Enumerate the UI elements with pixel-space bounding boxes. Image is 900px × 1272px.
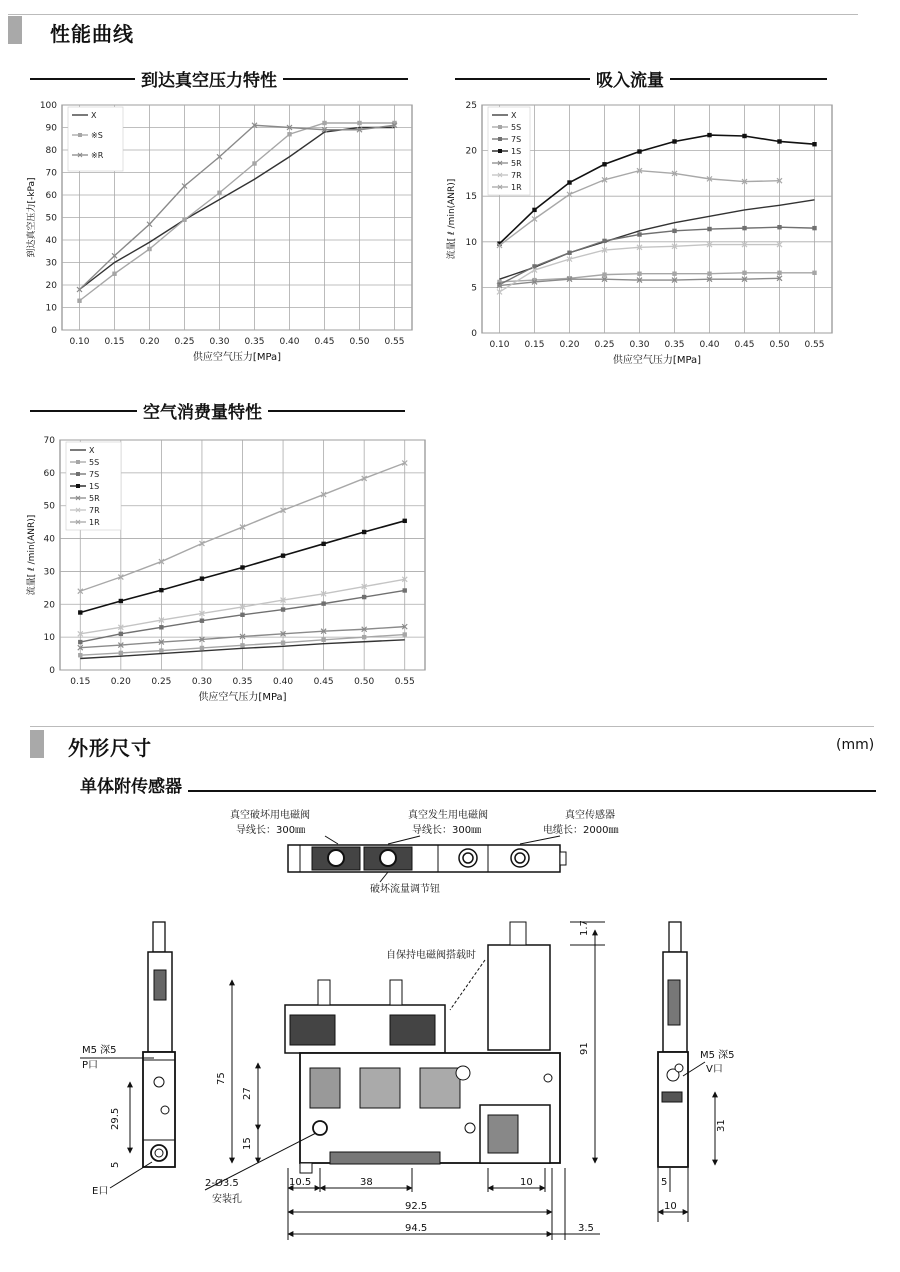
data-point-1S: [200, 576, 204, 580]
x-tick-label: 0.30: [209, 337, 230, 347]
data-point-1S: [281, 553, 285, 557]
data-point-7S: [777, 225, 781, 229]
data-point-1S: [321, 542, 325, 546]
data-point-5S: [742, 271, 746, 275]
left-dim-5: 5: [110, 1161, 121, 1168]
data-point-※S: [182, 218, 186, 222]
data-point-5S: [119, 651, 123, 655]
x-tick-label: 0.50: [349, 337, 370, 347]
data-point-1S: [119, 599, 123, 603]
left-port-p: P口: [82, 1060, 99, 1071]
data-point-1S: [777, 139, 781, 143]
data-point-5S: [362, 635, 366, 639]
right-port-m5: M5 深5: [700, 1050, 735, 1061]
data-point-7S: [78, 640, 82, 644]
x-tick-label: 0.25: [174, 337, 195, 347]
y-tick-label: 70: [43, 436, 55, 446]
right-dim-10: 10: [664, 1201, 677, 1212]
data-point-5S: [403, 632, 407, 636]
y-tick-label: 90: [45, 123, 57, 134]
data-point-5S: [602, 272, 606, 276]
data-point-7S: [240, 613, 244, 617]
legend-label-5S: 5S: [511, 123, 522, 132]
y-tick-label: 10: [45, 303, 57, 314]
data-point-7S: [567, 251, 571, 255]
y-tick-label: 80: [45, 146, 57, 156]
data-point-5S: [707, 272, 711, 276]
data-point-※S: [357, 121, 361, 125]
data-point-7S: [707, 227, 711, 231]
x-tick-label: 0.30: [191, 677, 212, 687]
right-dim-5: 5: [661, 1177, 668, 1188]
hole-label: 安装孔: [212, 1194, 242, 1205]
data-point-1S: [812, 142, 816, 146]
chart-title-suction: 吸入流量: [590, 66, 670, 91]
left-port-e: E口: [92, 1186, 109, 1197]
data-point-5S: [321, 638, 325, 642]
right-dim-31: 31: [716, 1119, 727, 1132]
x-tick-label: 0.10: [489, 340, 510, 350]
subtitle-unit-with-sensor: 单体附传感器: [76, 772, 188, 797]
legend-label-5S: 5S: [89, 458, 100, 467]
y-tick-label: 20: [465, 146, 477, 157]
y-tick-label: 10: [465, 237, 477, 248]
x-tick-label: 0.45: [734, 340, 755, 350]
chart-vacuum: [20, 95, 420, 370]
legend-label-7S: 7S: [89, 470, 100, 479]
front-dim-27: 27: [242, 1087, 253, 1100]
x-tick-label: 0.15: [524, 340, 545, 350]
section-title-dimensions: 外形尺寸: [68, 736, 152, 760]
legend-label-7R: 7R: [89, 506, 100, 515]
data-point-5S: [812, 271, 816, 275]
front-dim-91: 91: [579, 1042, 590, 1055]
left-port-m5: M5 深5: [82, 1045, 117, 1056]
label-gen-valve: 真空发生用电磁阀: [408, 810, 488, 821]
y-tick-label: 30: [45, 258, 57, 269]
x-tick-label: 0.40: [273, 677, 294, 687]
x-tick-label: 0.50: [769, 340, 790, 350]
data-point-5S: [637, 272, 641, 276]
y-tick-label: 15: [465, 192, 477, 203]
data-point-5S: [672, 272, 676, 276]
x-tick-label: 0.15: [104, 337, 125, 347]
data-point-1S: [637, 149, 641, 153]
data-point-1S: [602, 162, 606, 166]
data-point-1S: [742, 134, 746, 138]
data-point-1S: [159, 588, 163, 592]
data-point-1S: [707, 133, 711, 137]
section-divider: [8, 14, 858, 15]
y-tick-label: 50: [43, 501, 55, 512]
y-tick-label: 0: [471, 329, 477, 339]
label-break-wire: 导线长：300㎜: [236, 825, 306, 836]
data-point-7S: [281, 607, 285, 611]
y-tick-label: 0: [49, 666, 55, 676]
y-tick-label: 100: [39, 101, 57, 111]
legend-label-1R: 1R: [89, 518, 100, 527]
chart-air: [20, 430, 440, 710]
data-point-※S: [77, 299, 81, 303]
dim-94-5: 94.5: [405, 1223, 428, 1234]
x-axis-label: 供应空气压力[MPa]: [192, 352, 282, 363]
x-tick-label: 0.30: [629, 340, 650, 350]
data-point-1S: [672, 139, 676, 143]
data-point-5S: [159, 648, 163, 652]
legend-label-※R: ※R: [91, 151, 104, 160]
dim-10: 10: [520, 1177, 533, 1188]
data-point-7S: [119, 632, 123, 636]
section-divider: [30, 726, 874, 727]
x-tick-label: 0.35: [664, 340, 685, 350]
data-point-5S: [200, 646, 204, 650]
data-point-5S: [78, 653, 82, 657]
legend-marker: [498, 125, 502, 129]
y-axis-label: 到达真空压力[-kPa]: [27, 177, 37, 258]
section-marker: [30, 730, 44, 758]
hole-spec: 2-Ø3.5: [205, 1178, 239, 1189]
x-tick-label: 0.40: [279, 337, 300, 347]
label-self-hold: 自保持电磁阀搭载时: [386, 950, 476, 961]
label-break-knob: 破坏流量调节钮: [370, 884, 440, 895]
x-tick-label: 0.25: [151, 677, 172, 687]
data-point-5S: [777, 271, 781, 275]
legend-marker: [76, 460, 80, 464]
title-rule: [80, 790, 876, 792]
legend-label-※S: ※S: [91, 131, 103, 140]
data-point-5S: [281, 641, 285, 645]
unit-label: (mm): [836, 737, 875, 753]
left-side-view: [143, 922, 175, 1167]
dim-3-5: 3.5: [578, 1223, 594, 1234]
y-tick-label: 60: [43, 468, 55, 479]
y-axis-label: 流量[ ℓ /min(ANR)]: [447, 178, 457, 260]
legend-label-1S: 1S: [511, 147, 522, 156]
data-point-5S: [240, 643, 244, 647]
y-tick-label: 50: [45, 213, 57, 224]
dimension-drawing: [0, 800, 900, 1272]
data-point-7S: [672, 229, 676, 233]
data-point-7S: [159, 625, 163, 629]
front-dim-75: 75: [216, 1072, 227, 1085]
data-point-7S: [321, 601, 325, 605]
x-tick-label: 0.40: [699, 340, 720, 350]
data-point-7S: [742, 226, 746, 230]
top-view: [288, 836, 566, 882]
data-point-7S: [602, 239, 606, 243]
data-point-7S: [200, 619, 204, 623]
front-dim-15: 15: [242, 1137, 253, 1150]
legend-label-1R: 1R: [511, 183, 522, 192]
legend-marker: [498, 137, 502, 141]
x-tick-label: 0.50: [354, 677, 375, 687]
legend-label-7S: 7S: [511, 135, 522, 144]
label-sensor: 真空传感器: [565, 810, 615, 821]
front-dim-1-7: 1.7: [579, 920, 590, 936]
x-tick-label: 0.10: [69, 337, 90, 347]
y-tick-label: 60: [45, 191, 57, 201]
data-point-1S: [403, 519, 407, 523]
legend-label-1S: 1S: [89, 482, 100, 491]
data-point-※S: [252, 161, 256, 165]
y-tick-label: 40: [43, 534, 55, 545]
data-point-7S: [637, 232, 641, 236]
data-point-※S: [322, 121, 326, 125]
label-break-valve: 真空破坏用电磁阀: [230, 810, 310, 821]
x-tick-label: 0.55: [384, 337, 405, 347]
legend-marker: [78, 133, 82, 137]
data-point-7S: [362, 595, 366, 599]
y-tick-label: 30: [43, 567, 55, 578]
chart-suction: [440, 95, 840, 370]
y-tick-label: 0: [51, 326, 57, 336]
right-side-view: [658, 922, 688, 1167]
legend-marker: [76, 484, 80, 488]
x-tick-label: 0.20: [110, 677, 131, 687]
data-point-※S: [217, 191, 221, 195]
x-tick-label: 0.45: [314, 337, 335, 347]
right-port-v: V口: [706, 1064, 723, 1075]
legend-marker: [76, 472, 80, 476]
legend-marker: [498, 149, 502, 153]
x-tick-label: 0.20: [559, 340, 580, 350]
y-tick-label: 10: [43, 633, 55, 644]
label-sensor-cable: 电缆长：2000㎜: [543, 825, 619, 836]
data-point-1S: [362, 530, 366, 534]
y-tick-label: 25: [465, 101, 477, 111]
x-tick-label: 0.45: [313, 677, 334, 687]
x-axis-label: 供应空气压力[MPa]: [198, 692, 287, 703]
y-tick-label: 20: [43, 600, 55, 611]
y-tick-label: 5: [471, 283, 477, 294]
y-tick-label: 40: [45, 236, 57, 246]
x-tick-label: 0.55: [804, 340, 825, 350]
legend-label-5R: 5R: [89, 494, 100, 503]
data-point-※S: [287, 132, 291, 136]
y-tick-label: 70: [45, 168, 57, 179]
y-axis-label: 流量[ ℓ /min(ANR)]: [27, 514, 37, 596]
data-point-7S: [403, 588, 407, 592]
data-point-1S: [78, 610, 82, 614]
x-tick-label: 0.55: [394, 677, 415, 687]
x-axis-label: 供应空气压力[MPa]: [612, 355, 702, 366]
data-point-※S: [147, 247, 151, 251]
legend-label-5R: 5R: [511, 159, 522, 168]
section-marker: [8, 16, 22, 44]
x-tick-label: 0.20: [139, 337, 160, 347]
dim-38: 38: [360, 1177, 373, 1188]
legend-label-X: X: [511, 111, 517, 120]
data-point-1S: [532, 208, 536, 212]
data-point-1S: [240, 565, 244, 569]
data-point-7S: [812, 226, 816, 230]
dim-10-5: 10.5: [289, 1177, 312, 1188]
legend-label-7R: 7R: [511, 171, 522, 180]
legend-label-X: X: [91, 111, 97, 120]
dim-92-5: 92.5: [405, 1201, 428, 1212]
chart-title-vacuum: 到达真空压力特性: [135, 66, 283, 91]
x-tick-label: 0.35: [232, 677, 253, 687]
x-tick-label: 0.35: [244, 337, 265, 347]
x-tick-label: 0.25: [594, 340, 615, 350]
label-gen-wire: 导线长：300㎜: [412, 825, 482, 836]
data-point-※S: [112, 272, 116, 276]
x-tick-label: 0.15: [70, 677, 91, 687]
section-title-performance: 性能曲线: [50, 22, 134, 46]
chart-title-air: 空气消费量特性: [137, 398, 268, 423]
legend-label-X: X: [89, 446, 95, 455]
data-point-1S: [567, 180, 571, 184]
y-tick-label: 20: [45, 281, 57, 291]
left-dim-29-5: 29.5: [110, 1107, 121, 1130]
